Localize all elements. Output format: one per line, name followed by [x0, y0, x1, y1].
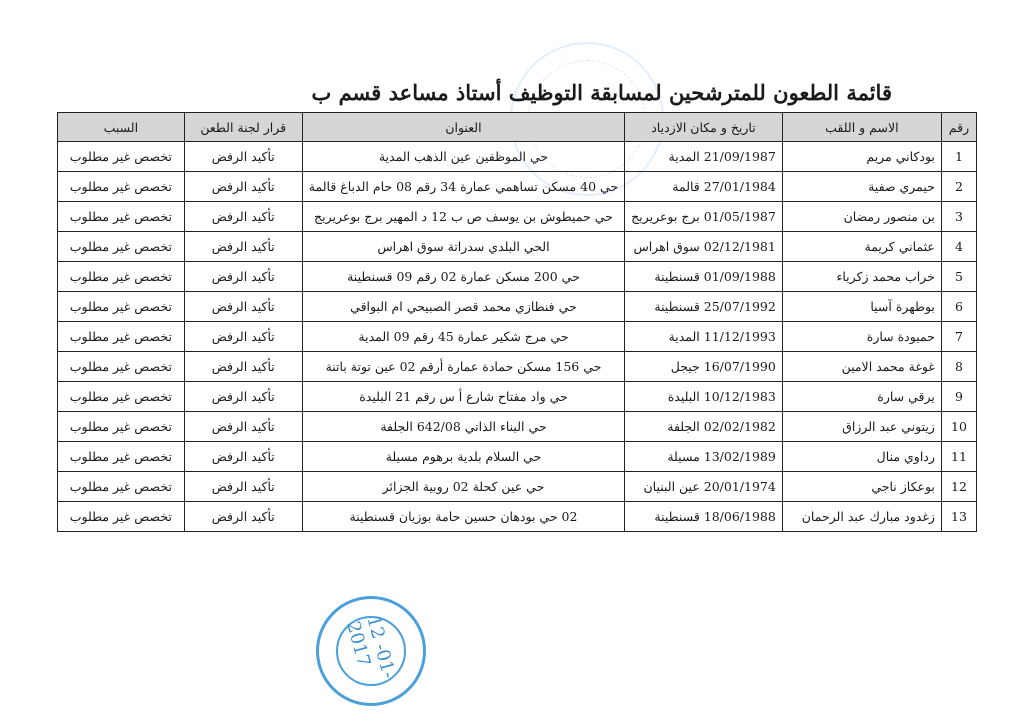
header-birth: تاريخ و مكان الازدياد	[625, 113, 783, 142]
row-address: حي 156 مسكن حمادة عمارة أرقم 02 عين توتة باتنة	[302, 352, 624, 382]
page-title: قائمة الطعون للمترشحين لمسابقة التوظيف أستاذ مساعد قسم ب	[311, 80, 892, 105]
row-name: يرقي سارة	[782, 382, 941, 412]
row-birth: 01/09/1988 قسنطينة	[625, 262, 783, 292]
row-decision: تأكيد الرفض	[184, 352, 302, 382]
row-reason: تخصص غير مطلوب	[58, 442, 185, 472]
row-birth: 25/07/1992 قسنطينة	[625, 292, 783, 322]
header-num: رقم	[941, 113, 976, 142]
row-decision: تأكيد الرفض	[184, 232, 302, 262]
row-address: حي فنطازي محمد قصر الصبيحي ام البواقي	[302, 292, 624, 322]
row-reason: تخصص غير مطلوب	[58, 472, 185, 502]
row-birth: 11/12/1993 المدية	[625, 322, 783, 352]
row-name: بن منصور رمضان	[782, 202, 941, 232]
row-reason: تخصص غير مطلوب	[58, 142, 185, 172]
row-decision: تأكيد الرفض	[184, 412, 302, 442]
row-birth: 13/02/1989 مسيلة	[625, 442, 783, 472]
row-number: 12	[941, 472, 976, 502]
row-reason: تخصص غير مطلوب	[58, 352, 185, 382]
row-reason: تخصص غير مطلوب	[58, 382, 185, 412]
table-header-row	[58, 113, 977, 142]
row-name: بوعكاز ناجي	[782, 472, 941, 502]
row-decision: تأكيد الرفض	[184, 382, 302, 412]
row-name: زغدود مبارك عبد الرحمان	[782, 502, 941, 532]
row-address: حي البناء الذاتي 642/08 الجلفة	[302, 412, 624, 442]
row-address: حي واد مفتاح شارع أ س رقم 21 البليدة	[302, 382, 624, 412]
row-address: الحي البلدي سدراتة سوق اهراس	[302, 232, 624, 262]
header-address: العنوان	[302, 113, 624, 142]
table-row	[58, 352, 977, 382]
row-reason: تخصص غير مطلوب	[58, 502, 185, 532]
row-address: حي السلام بلدية برهوم مسيلة	[302, 442, 624, 472]
table-row	[58, 472, 977, 502]
row-reason: تخصص غير مطلوب	[58, 232, 185, 262]
header-reason: السبب	[58, 113, 185, 142]
row-name: رداوي منال	[782, 442, 941, 472]
row-number: 2	[941, 172, 976, 202]
table-row	[58, 322, 977, 352]
row-reason: تخصص غير مطلوب	[58, 202, 185, 232]
row-number: 3	[941, 202, 976, 232]
row-number: 5	[941, 262, 976, 292]
header-decision: قرار لجنة الطعن	[184, 113, 302, 142]
table-row	[58, 382, 977, 412]
row-address: حي الموظفين عين الذهب المدية	[302, 142, 624, 172]
row-birth: 16/07/1990 جيجل	[625, 352, 783, 382]
row-decision: تأكيد الرفض	[184, 142, 302, 172]
table-row	[58, 262, 977, 292]
row-decision: تأكيد الرفض	[184, 322, 302, 352]
row-number: 9	[941, 382, 976, 412]
row-reason: تخصص غير مطلوب	[58, 322, 185, 352]
row-reason: تخصص غير مطلوب	[58, 412, 185, 442]
row-decision: تأكيد الرفض	[184, 292, 302, 322]
row-name: خراب محمد زكرياء	[782, 262, 941, 292]
row-address: 02 حي بودهان حسين حامة بوزيان قسنطينة	[302, 502, 624, 532]
row-reason: تخصص غير مطلوب	[58, 172, 185, 202]
row-birth: 01/05/1987 برج بوعريريج	[625, 202, 783, 232]
row-name: عثماني كريمة	[782, 232, 941, 262]
row-name: بوطهرة آسيا	[782, 292, 941, 322]
table-row	[58, 502, 977, 532]
row-number: 6	[941, 292, 976, 322]
row-decision: تأكيد الرفض	[184, 262, 302, 292]
table-row	[58, 292, 977, 322]
table-row	[58, 142, 977, 172]
table-row	[58, 202, 977, 232]
row-reason: تخصص غير مطلوب	[58, 292, 185, 322]
official-seal-icon	[316, 596, 426, 706]
row-address: حي 40 مسكن تساهمي عمارة 34 رقم 08 حام الدباغ قالمة	[302, 172, 624, 202]
table-row	[58, 412, 977, 442]
row-name: حميودة سارة	[782, 322, 941, 352]
row-birth: 20/01/1974 عين البنيان	[625, 472, 783, 502]
row-address: حي مرج شكير عمارة 45 رقم 09 المدية	[302, 322, 624, 352]
row-name: بودكاني مريم	[782, 142, 941, 172]
row-number: 8	[941, 352, 976, 382]
row-number: 10	[941, 412, 976, 442]
row-birth: 02/12/1981 سوق اهراس	[625, 232, 783, 262]
row-name: حيمري صفية	[782, 172, 941, 202]
row-decision: تأكيد الرفض	[184, 472, 302, 502]
row-birth: 10/12/1983 البليدة	[625, 382, 783, 412]
row-name: زيتوني عبد الرزاق	[782, 412, 941, 442]
row-birth: 21/09/1987 المدية	[625, 142, 783, 172]
row-number: 4	[941, 232, 976, 262]
header-name: الاسم و اللقب	[782, 113, 941, 142]
table-row	[58, 442, 977, 472]
row-number: 13	[941, 502, 976, 532]
row-name: غوغة محمد الامين	[782, 352, 941, 382]
row-number: 7	[941, 322, 976, 352]
row-decision: تأكيد الرفض	[184, 202, 302, 232]
appeals-table	[57, 112, 977, 532]
seal-date: 12 -01- 2017	[342, 613, 400, 681]
row-birth: 27/01/1984 قالمة	[625, 172, 783, 202]
row-reason: تخصص غير مطلوب	[58, 262, 185, 292]
row-address: حي عين كحلة 02 روبية الجزائر	[302, 472, 624, 502]
row-decision: تأكيد الرفض	[184, 502, 302, 532]
row-address: حي 200 مسكن عمارة 02 رقم 09 قسنطينة	[302, 262, 624, 292]
row-number: 1	[941, 142, 976, 172]
row-birth: 18/06/1988 قسنطينة	[625, 502, 783, 532]
row-decision: تأكيد الرفض	[184, 442, 302, 472]
row-number: 11	[941, 442, 976, 472]
row-decision: تأكيد الرفض	[184, 172, 302, 202]
seal-inner-ring	[336, 613, 406, 686]
row-address: حي حميطوش بن يوسف ص ب 12 د المهير برج بوعريريج	[302, 202, 624, 232]
table-row	[58, 172, 977, 202]
table-row	[58, 232, 977, 262]
row-birth: 02/02/1982 الجلفة	[625, 412, 783, 442]
